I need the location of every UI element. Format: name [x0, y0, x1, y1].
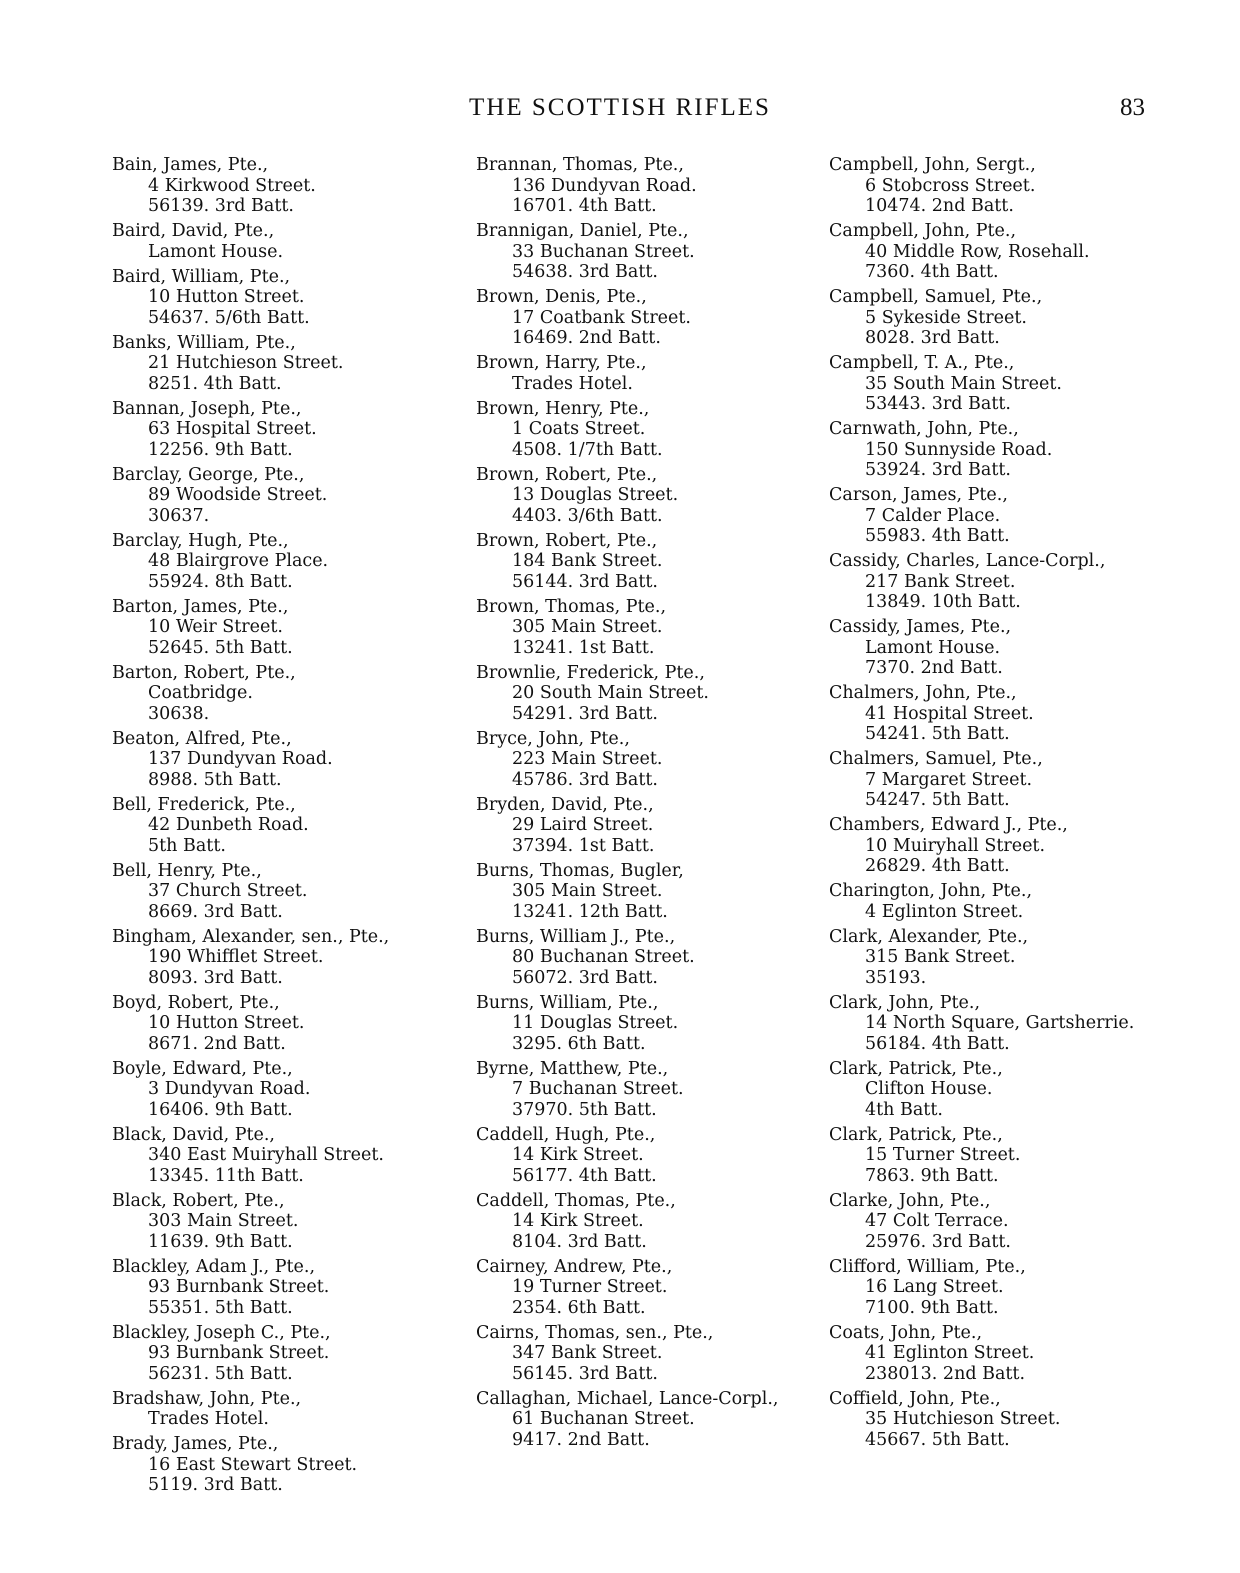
entry-address: 41 Hospital Street. [865, 703, 1034, 724]
entry-address: 15 Turner Street. [865, 1145, 1021, 1165]
entry-detail: 7370. 2nd Batt. [865, 658, 1003, 678]
entry-address: 340 East Muiryhall Street. [148, 1145, 384, 1165]
roll-entry [112, 155, 452, 217]
entry-address: 190 Whifflet Street. [148, 947, 324, 967]
roll-entry [829, 749, 1149, 811]
entry-name: Bannan, Joseph, Pte., [112, 398, 302, 419]
entry-name: Cairney, Andrew, Pte., [476, 1256, 673, 1277]
roll-entry [476, 531, 816, 593]
roll-entry [829, 617, 1149, 679]
entry-address: 10 Hutton Street. [148, 287, 305, 307]
entry-address: 13 Douglas Street. [512, 485, 679, 505]
entry-address: 33 Buchanan Street. [512, 241, 695, 262]
entry-name: Clarke, John, Pte., [829, 1190, 991, 1211]
entry-name: Campbell, T. A., Pte., [829, 353, 1015, 373]
roll-entry [112, 1125, 452, 1187]
entry-detail: 11639. 9th Batt. [148, 1231, 293, 1252]
entry-detail: 8988. 5th Batt. [148, 769, 282, 790]
roll-entry [476, 221, 816, 283]
entry-name: Brady, James, Pte., [112, 1434, 279, 1454]
roll-entry [829, 1191, 1149, 1253]
entry-name: Clifford, William, Pte., [829, 1256, 1026, 1277]
entry-name: Burns, William J., Pte., [476, 926, 676, 947]
roll-entry [476, 353, 816, 394]
entry-detail: 13345. 11th Batt. [148, 1165, 304, 1186]
entry-name: Cairns, Thomas, sen., Pte., [476, 1322, 714, 1343]
entry-name: Bell, Frederick, Pte., [112, 794, 296, 815]
roll-entry [112, 465, 452, 527]
entry-address: 10 Muiryhall Street. [865, 835, 1046, 856]
entry-address: 35 Hutchieson Street. [865, 1409, 1061, 1429]
entry-detail: 16406. 9th Batt. [148, 1099, 293, 1120]
entry-address: 7 Buchanan Street. [512, 1079, 684, 1099]
roll-entry [476, 287, 816, 349]
entry-address: Lamont House. [865, 637, 1001, 658]
column-1 [112, 155, 452, 1500]
entry-address: 89 Woodside Street. [148, 485, 328, 505]
entry-address: 5 Sykeside Street. [865, 307, 1027, 328]
entry-address: 315 Bank Street. [865, 947, 1016, 967]
entry-detail: 4th Batt. [865, 1099, 943, 1120]
roll-entry [476, 1389, 816, 1451]
roll-entry [829, 1323, 1149, 1385]
entry-address: Lamont House. [148, 241, 284, 262]
roll-entry [476, 927, 816, 989]
roll-entry [829, 1257, 1149, 1319]
roll-entry [829, 287, 1149, 349]
entry-name: Bryce, John, Pte., [476, 728, 630, 749]
entry-address: 3 Dundyvan Road. [148, 1079, 311, 1099]
entry-detail: 54637. 5/6th Batt. [148, 307, 310, 328]
entry-name: Burns, William, Pte., [476, 992, 659, 1013]
roll-entry [112, 1434, 452, 1496]
roll-entry [829, 927, 1149, 989]
entry-name: Carson, James, Pte., [829, 485, 1008, 505]
entry-name: Baird, David, Pte., [112, 221, 275, 241]
entry-detail: 30637. [148, 505, 210, 526]
entry-name: Barton, James, Pte., [112, 596, 289, 617]
roll-entry [476, 1323, 816, 1385]
entry-address: 6 Stobcross Street. [865, 175, 1036, 196]
entry-name: Campbell, Samuel, Pte., [829, 287, 1043, 307]
roll-entry [829, 1389, 1149, 1451]
column-2 [476, 155, 816, 1455]
entry-address: 61 Buchanan Street. [512, 1409, 695, 1429]
roll-entry [829, 221, 1149, 283]
entry-name: Callaghan, Michael, Lance-Corpl., [476, 1388, 779, 1409]
entry-detail: 5th Batt. [148, 835, 226, 856]
entry-name: Blackley, Adam J., Pte., [112, 1256, 316, 1277]
entry-name: Clark, Patrick, Pte., [829, 1124, 1003, 1145]
roll-entry [829, 683, 1149, 745]
entry-detail: 45786. 3rd Batt. [512, 769, 658, 790]
entry-address: 305 Main Street. [512, 617, 663, 637]
entry-address: 21 Hutchieson Street. [148, 353, 344, 373]
entry-address: 20 South Main Street. [512, 683, 709, 703]
entry-detail: 8028. 3rd Batt. [865, 328, 1000, 348]
entry-address: 40 Middle Row, Rosehall. [865, 241, 1090, 262]
entry-name: Brown, Denis, Pte., [476, 287, 647, 307]
entry-name: Brown, Thomas, Pte., [476, 596, 667, 617]
roll-entry [112, 927, 452, 989]
entry-address: 16 East Stewart Street. [148, 1454, 358, 1475]
entry-address: Trades Hotel. [512, 373, 633, 394]
entry-name: Brownlie, Frederick, Pte., [476, 662, 705, 683]
entry-detail: 56184. 4th Batt. [865, 1033, 1010, 1054]
entry-address: 7 Calder Place. [865, 505, 1001, 526]
entry-name: Charington, John, Pte., [829, 881, 1033, 901]
entry-detail: 4508. 1/7th Batt. [512, 439, 663, 460]
entry-detail: 52645. 5th Batt. [148, 637, 293, 658]
entry-name: Bryden, David, Pte., [476, 794, 654, 815]
entry-detail: 3295. 6th Batt. [512, 1033, 646, 1054]
roll-entry [476, 597, 816, 659]
entry-detail: 55983. 4th Batt. [865, 526, 1010, 546]
roll-entry [476, 1125, 816, 1187]
entry-address: 10 Hutton Street. [148, 1013, 305, 1033]
entry-name: Bell, Henry, Pte., [112, 860, 262, 881]
entry-address: 217 Bank Street. [865, 571, 1016, 592]
entry-name: Coats, John, Pte., [829, 1322, 983, 1343]
entry-address: 41 Eglinton Street. [865, 1343, 1035, 1363]
entry-detail: 8093. 3rd Batt. [148, 967, 283, 988]
roll-entry [476, 1059, 816, 1121]
entry-detail: 25976. 3rd Batt. [865, 1231, 1011, 1252]
entry-name: Cassidy, James, Pte., [829, 617, 1012, 637]
entry-address: 305 Main Street. [512, 881, 663, 901]
entry-detail: 4403. 3/6th Batt. [512, 505, 663, 526]
roll-entry [112, 861, 452, 923]
roll-entry [829, 551, 1149, 613]
page-title: THE SCOTTISH RIFLES [469, 94, 771, 121]
entry-detail: 56072. 3rd Batt. [512, 967, 658, 988]
entry-name: Boyd, Robert, Pte., [112, 992, 280, 1013]
entry-detail: 54638. 3rd Batt. [512, 262, 658, 282]
entry-detail: 54291. 3rd Batt. [512, 703, 658, 724]
entry-detail: 30638. [148, 703, 210, 724]
entry-detail: 8669. 3rd Batt. [148, 901, 283, 922]
entry-address: 29 Laird Street. [512, 815, 654, 835]
entry-detail: 56231. 5th Batt. [148, 1363, 293, 1384]
entry-detail: 5119. 3rd Batt. [148, 1475, 283, 1495]
entry-name: Barclay, Hugh, Pte., [112, 530, 289, 551]
entry-detail: 10474. 2nd Batt. [865, 196, 1014, 216]
entry-detail: 35193. [865, 967, 927, 988]
entry-detail: 55351. 5th Batt. [148, 1297, 293, 1318]
entry-address: 1 Coats Street. [512, 419, 646, 439]
entry-detail: 56139. 3rd Batt. [148, 196, 294, 216]
roll-entry [112, 1389, 452, 1430]
entry-detail: 45667. 5th Batt. [865, 1429, 1010, 1450]
entry-name: Black, David, Pte., [112, 1124, 275, 1145]
roll-entry [476, 465, 816, 527]
entry-detail: 16701. 4th Batt. [512, 196, 657, 216]
entry-address: 184 Bank Street. [512, 551, 663, 571]
roll-entry [112, 333, 452, 395]
entry-detail: 37394. 1st Batt. [512, 835, 655, 856]
entry-address: 48 Blairgrove Place. [148, 551, 329, 571]
entry-name: Barclay, George, Pte., [112, 464, 305, 485]
entry-detail: 56144. 3rd Batt. [512, 571, 658, 592]
roll-entry [112, 729, 452, 791]
roll-entry [829, 353, 1149, 415]
roll-entry [476, 861, 816, 923]
entry-address: 19 Turner Street. [512, 1277, 668, 1297]
entry-detail: 26829. 4th Batt. [865, 856, 1010, 876]
roll-entry [476, 1191, 816, 1253]
roll-entry [829, 1125, 1149, 1187]
entry-address: 16 Lang Street. [865, 1277, 1004, 1297]
entry-name: Campbell, John, Pte., [829, 221, 1017, 241]
roll-entry [112, 531, 452, 593]
page-number: 83 [1120, 94, 1145, 121]
entry-address: 4 Eglinton Street. [865, 901, 1024, 922]
roll-entry [829, 1059, 1149, 1121]
entry-detail: 2354. 6th Batt. [512, 1297, 646, 1318]
roll-entry [112, 1323, 452, 1385]
entry-name: Bradshaw, John, Pte., [112, 1388, 302, 1409]
entry-name: Coffield, John, Pte., [829, 1388, 1001, 1409]
entry-address: 10 Weir Street. [148, 617, 283, 637]
entry-name: Banks, William, Pte., [112, 332, 296, 353]
entry-name: Brown, Robert, Pte., [476, 530, 658, 551]
entry-detail: 7360. 4th Batt. [865, 262, 999, 282]
entry-name: Bingham, Alexander, sen., Pte., [112, 926, 390, 947]
entry-name: Chalmers, Samuel, Pte., [829, 749, 1043, 769]
entry-address: 35 South Main Street. [865, 373, 1062, 394]
entry-address: 136 Dundyvan Road. [512, 175, 697, 196]
entry-address: 93 Burnbank Street. [148, 1277, 330, 1297]
entry-detail: 53924. 3rd Batt. [865, 460, 1011, 480]
entry-address: 17 Coatbank Street. [512, 307, 691, 328]
entry-address: 347 Bank Street. [512, 1343, 663, 1363]
entry-address: 14 Kirk Street. [512, 1211, 644, 1231]
entry-detail: 8251. 4th Batt. [148, 373, 282, 394]
entry-address: 37 Church Street. [148, 881, 308, 901]
entry-detail: 54247. 5th Batt. [865, 790, 1010, 810]
entry-detail: 56145. 3rd Batt. [512, 1363, 658, 1384]
entry-name: Chalmers, John, Pte., [829, 683, 1017, 703]
entry-name: Brannan, Thomas, Pte., [476, 155, 684, 175]
entry-name: Bain, James, Pte., [112, 155, 269, 175]
entry-detail: 55924. 8th Batt. [148, 571, 293, 592]
entry-name: Boyle, Edward, Pte., [112, 1058, 293, 1079]
roll-entry [112, 993, 452, 1055]
roll-entry [829, 419, 1149, 481]
entry-detail: 13241. 12th Batt. [512, 901, 668, 922]
roll-entry [476, 993, 816, 1055]
entry-detail: 8104. 3rd Batt. [512, 1231, 647, 1252]
entry-detail: 13241. 1st Batt. [512, 637, 655, 658]
entry-name: Cassidy, Charles, Lance-Corpl., [829, 551, 1106, 571]
entry-address: 14 North Square, Gartsherrie. [865, 1013, 1135, 1033]
roll-entry [829, 815, 1149, 877]
entry-name: Baird, William, Pte., [112, 266, 291, 287]
roll-entry [112, 597, 452, 659]
entry-address: Trades Hotel. [148, 1409, 269, 1429]
roll-entry [476, 663, 816, 725]
roll-entry [112, 1059, 452, 1121]
roll-entry [829, 485, 1149, 547]
roll-entry [476, 1257, 816, 1319]
roll-entry [476, 795, 816, 857]
entry-detail: 37970. 5th Batt. [512, 1099, 657, 1120]
entry-name: Clark, John, Pte., [829, 992, 981, 1013]
roll-entry [112, 1191, 452, 1253]
entry-address: 7 Margaret Street. [865, 769, 1033, 790]
entry-name: Chambers, Edward J., Pte., [829, 815, 1068, 835]
entry-address: 150 Sunnyside Road. [865, 439, 1053, 460]
column-3 [829, 155, 1149, 1455]
entry-name: Caddell, Thomas, Pte., [476, 1190, 676, 1211]
entry-name: Campbell, John, Sergt., [829, 155, 1036, 175]
entry-name: Brown, Henry, Pte., [476, 398, 650, 419]
entry-address: 80 Buchanan Street. [512, 947, 695, 967]
entry-address: 4 Kirkwood Street. [148, 175, 316, 196]
entry-detail: 7100. 9th Batt. [865, 1297, 999, 1318]
entry-address: 303 Main Street. [148, 1211, 299, 1231]
roll-entry [112, 221, 452, 262]
entry-name: Brannigan, Daniel, Pte., [476, 221, 689, 241]
entry-address: 93 Burnbank Street. [148, 1343, 330, 1363]
entry-address: 14 Kirk Street. [512, 1145, 644, 1165]
roll-entry [829, 993, 1149, 1055]
entry-detail: 53443. 3rd Batt. [865, 394, 1011, 414]
entry-detail: 9417. 2nd Batt. [512, 1429, 650, 1450]
entry-address: Clifton House. [865, 1079, 993, 1099]
entry-name: Brown, Harry, Pte., [476, 353, 647, 373]
entry-name: Carnwath, John, Pte., [829, 419, 1019, 439]
entry-name: Clark, Alexander, Pte., [829, 926, 1029, 947]
roll-entry [112, 663, 452, 725]
entry-name: Beaton, Alfred, Pte., [112, 728, 292, 749]
entry-detail: 54241. 5th Batt. [865, 724, 1010, 744]
entry-detail: 8671. 2nd Batt. [148, 1033, 286, 1054]
entry-name: Blackley, Joseph C., Pte., [112, 1322, 331, 1343]
entry-detail: 12256. 9th Batt. [148, 439, 293, 460]
entry-address: 47 Colt Terrace. [865, 1211, 1009, 1231]
entry-name: Black, Robert, Pte., [112, 1190, 285, 1211]
entry-address: 11 Douglas Street. [512, 1013, 679, 1033]
entry-address: 63 Hospital Street. [148, 419, 317, 439]
entry-name: Caddell, Hugh, Pte., [476, 1124, 656, 1145]
entry-address: 42 Dunbeth Road. [148, 815, 309, 835]
entry-detail: 7863. 9th Batt. [865, 1165, 999, 1186]
roll-entry [476, 155, 816, 217]
roll-entry [829, 155, 1149, 217]
roll-entry [112, 795, 452, 857]
entry-name: Byrne, Matthew, Pte., [476, 1058, 669, 1079]
entry-name: Barton, Robert, Pte., [112, 662, 296, 683]
roll-entry [476, 729, 816, 791]
entry-detail: 238013. 2nd Batt. [865, 1363, 1026, 1384]
entry-address: 137 Dundyvan Road. [148, 749, 333, 769]
roll-entry [476, 399, 816, 461]
entry-detail: 16469. 2nd Batt. [512, 328, 661, 348]
entry-name: Clark, Patrick, Pte., [829, 1058, 1003, 1079]
roll-entry [112, 1257, 452, 1319]
entry-address: Coatbridge. [148, 683, 253, 703]
roll-entry [112, 399, 452, 461]
entry-name: Burns, Thomas, Bugler, [476, 860, 684, 881]
entry-detail: 13849. 10th Batt. [865, 592, 1021, 612]
entry-name: Brown, Robert, Pte., [476, 464, 658, 485]
roll-entry [829, 881, 1149, 922]
entry-address: 223 Main Street. [512, 749, 663, 769]
entry-detail: 56177. 4th Batt. [512, 1165, 657, 1186]
roll-entry [112, 267, 452, 329]
